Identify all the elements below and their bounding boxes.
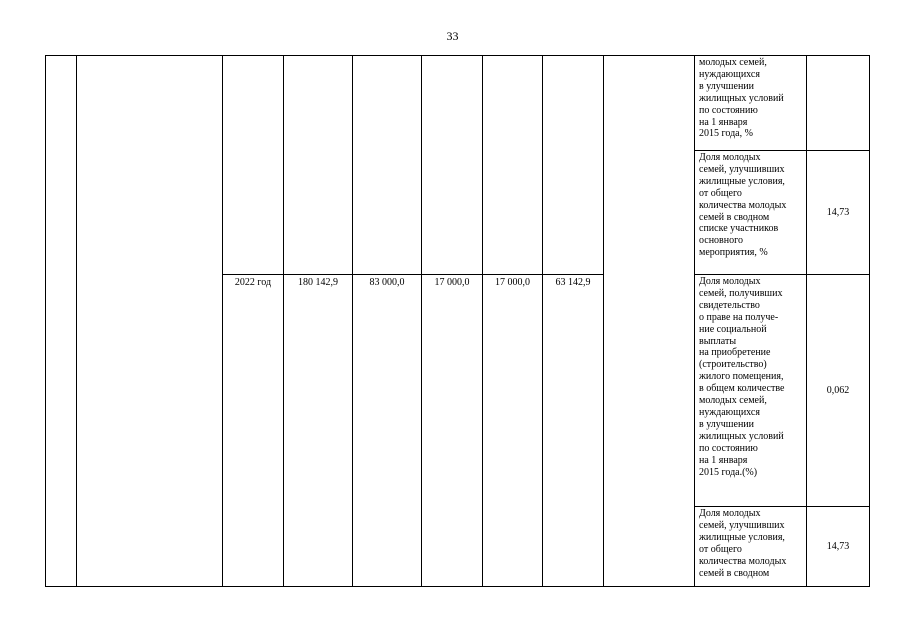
indicator-cell [695,507,807,587]
value-cell: 14,73 [807,151,870,275]
name-cell [77,56,223,587]
indicator-text: Доля молодых семей, получивших свидетельство о праве на получе- ние социальной выплаты на приобретение (строительство) жилого помещения, в общем количестве молодых семей, нуждающихся в улучшении жилищных условий по состоянию на 1 января 2015 года.(%) [699,276,785,478]
indicator-cell [695,275,807,507]
value-cell: 0,062 [807,275,870,507]
value-cell: 14,73 [807,507,870,587]
indicator-text: Доля молодых семей, улучшивших жилищные условия, от общего количества молодых семей в сводном списке участников основного мероприятия, % [699,152,787,259]
table-row [46,56,870,151]
value-cell [807,56,870,151]
funding-cell: 17 000,0 [422,275,483,587]
funding-cell: 17 000,0 [483,275,543,587]
total-cell: 180 142,9 [284,275,353,587]
funding-cell: 83 000,0 [353,275,422,587]
indicator-cell [695,56,807,151]
period-cell: 2022 год [223,275,284,587]
indicator-text: Доля молодых семей, улучшивших жилищные условия, от общего количества молодых семей в сводном [699,508,787,579]
funding-cell [422,56,483,275]
funding-cell [543,56,604,275]
indicator-cell [695,151,807,275]
total-cell [284,56,353,275]
program-table [45,55,870,587]
funding-cell: 63 142,9 [543,275,604,587]
page-number: 33 [446,29,459,43]
executor-cell [604,56,695,587]
indicator-text: молодых семей, нуждающихся в улучшении жилищных условий по состоянию на 1 января 2015 года, % [699,57,784,140]
period-cell [223,56,284,275]
funding-cell [353,56,422,275]
number-cell [46,56,77,587]
funding-cell [483,56,543,275]
